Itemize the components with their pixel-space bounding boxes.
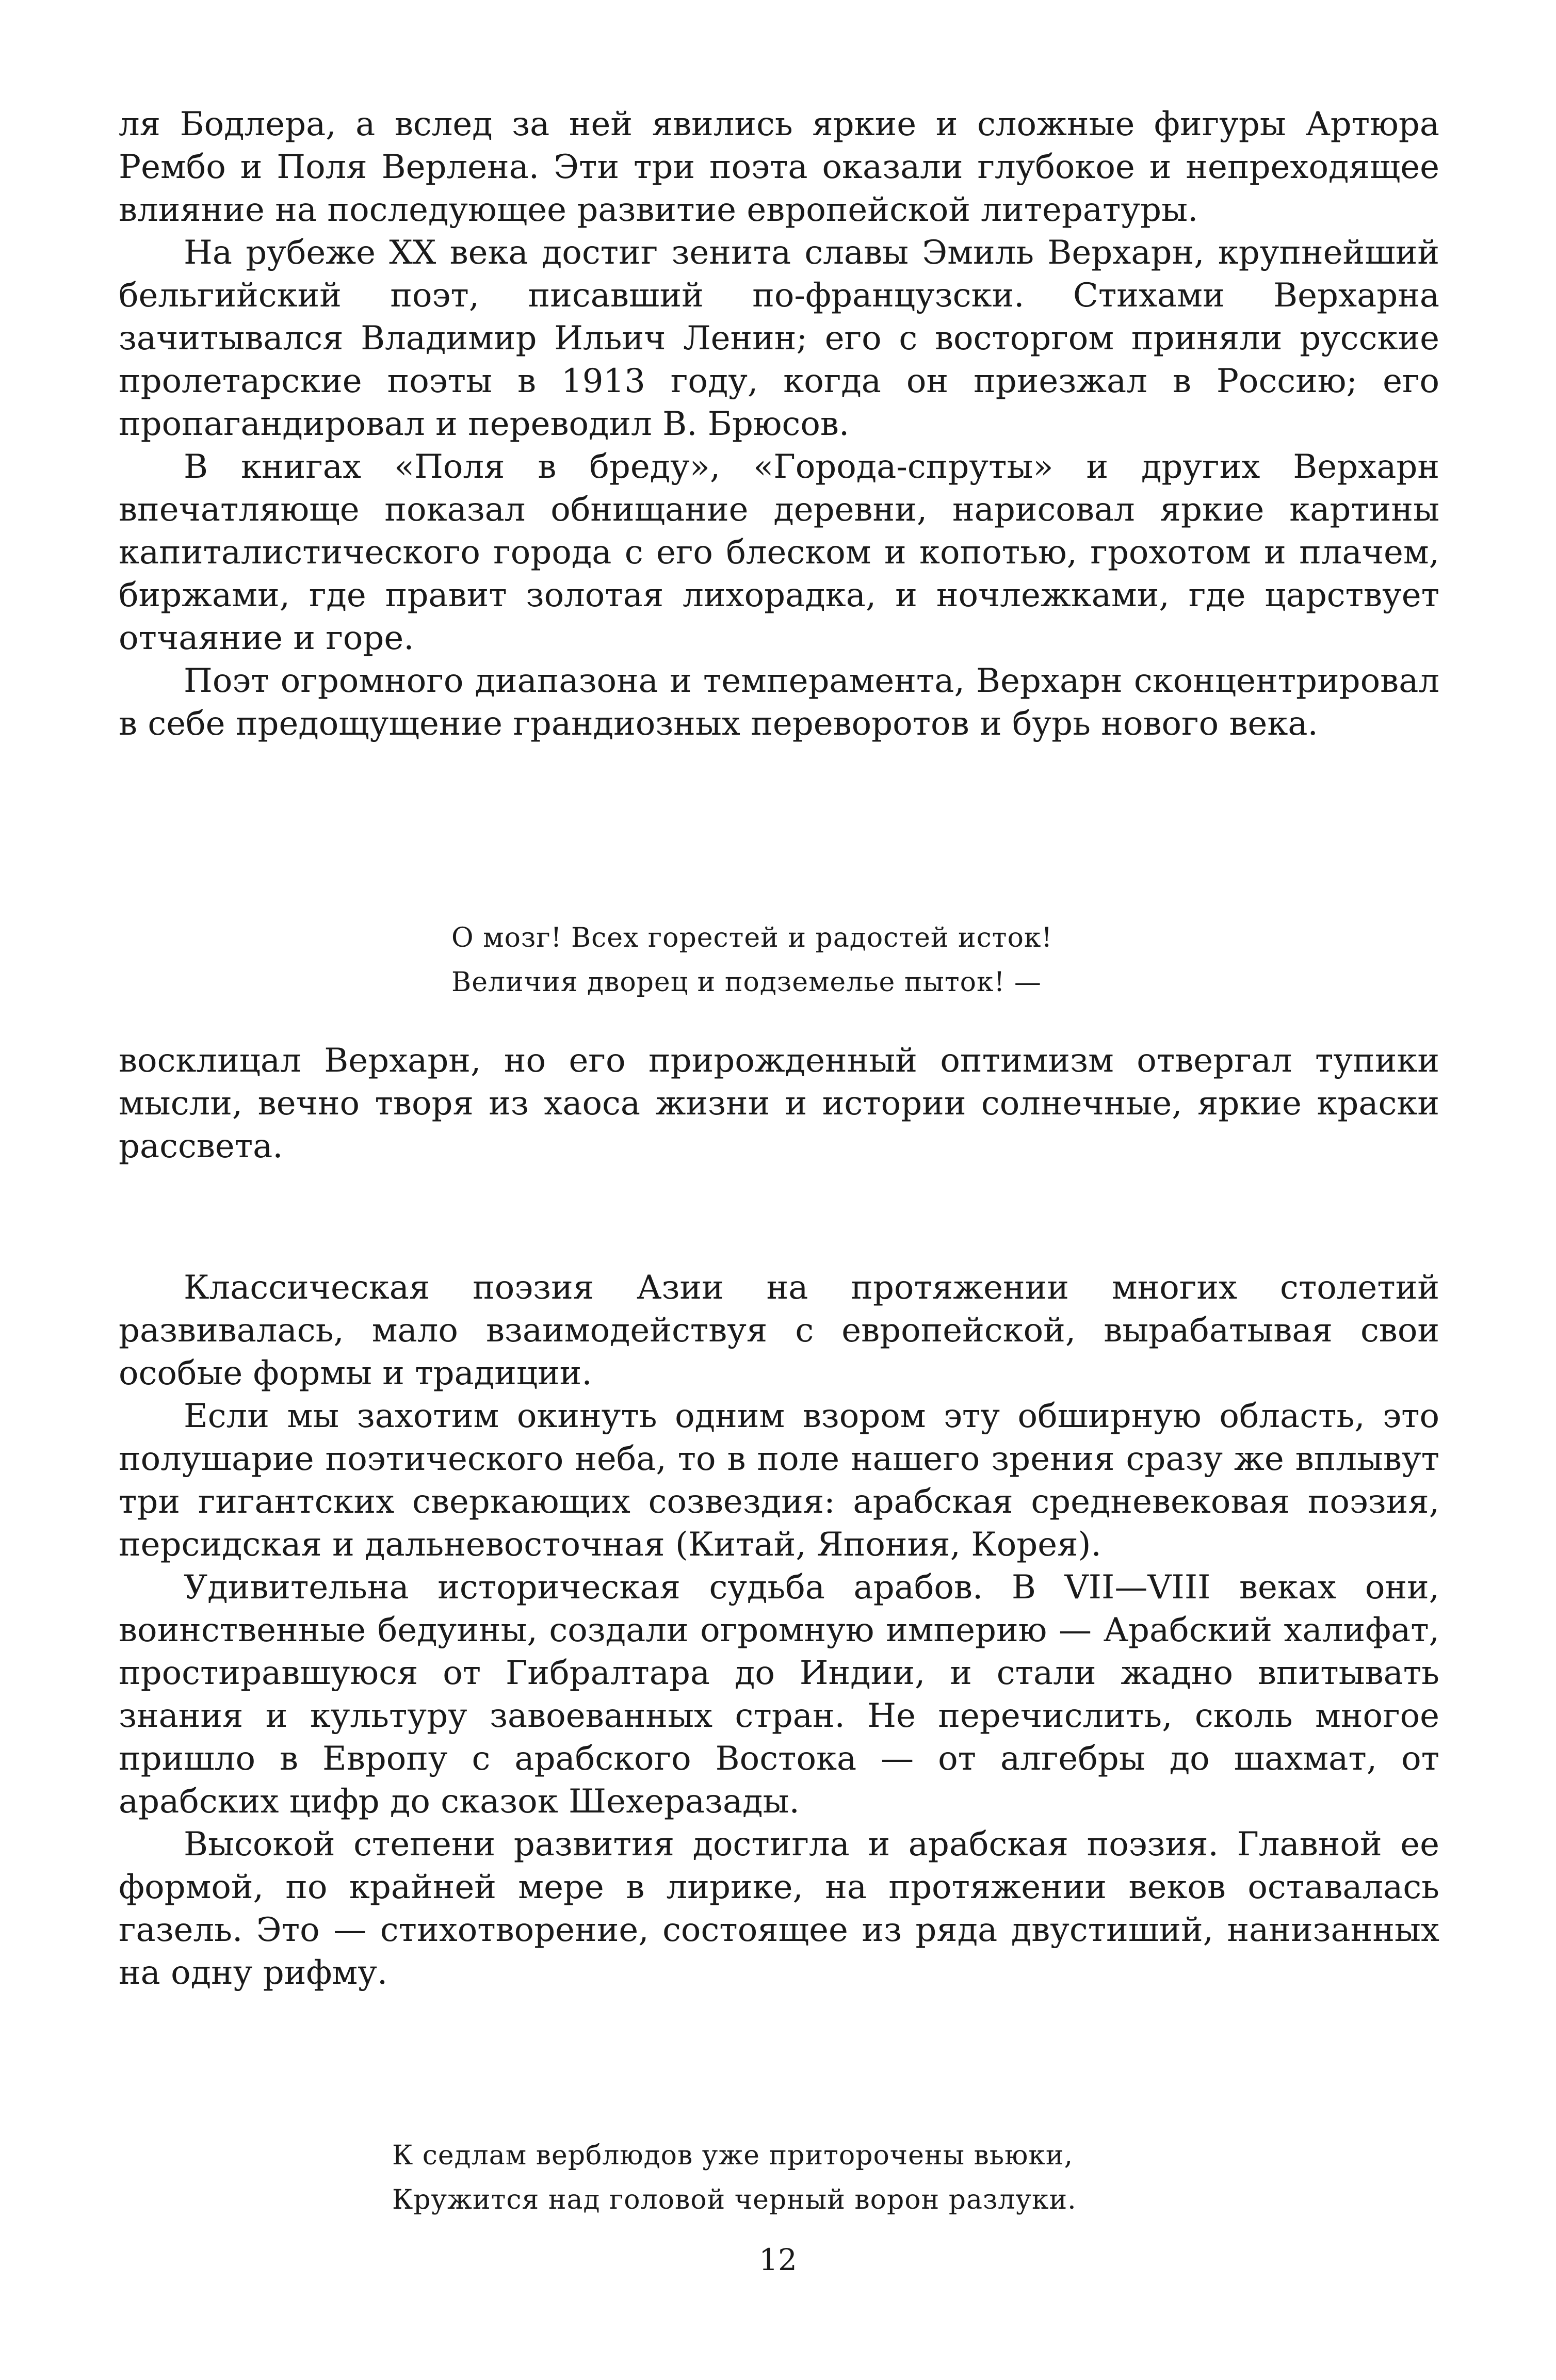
page-number: 12 [759, 2242, 797, 2277]
paragraph: Высокой степени развития достигла и арабская поэзия. Главной ее формой, по крайней мере в лирике, на протяжении веков оставалась газель. Это — стихотворение, состоящее из ряда двустиший, нанизанных на одну рифму. [119, 1825, 1439, 1992]
paragraph-continuation: восклицал Верхарн, но его прирожденный оптимизм отвергал тупики мысли, вечно творя из хаоса жизни и истории солнечные, яркие краски рассвета. [119, 1042, 1439, 1165]
paragraph: Удивительна историческая судьба арабов. В VII—VIII веках они, воинственные бедуины, создали огромную империю — Арабский халифат, простиравшуюся от Гибралтара до Индии, и стали жадно впитывать знания и культуру завоеванных стран. Не перечислить, сколь многое пришло в Европу с арабского Востока — от алгебры до шахмат, от арабских цифр до сказок Шехеразады. [119, 1568, 1439, 1821]
verse-quote-2 [392, 2133, 1077, 2222]
text-section-3 [119, 1267, 1439, 1995]
verse-quote-1 [451, 916, 1052, 1005]
verse-line: О мозг! Всех горестей и радостей исток! [451, 922, 1053, 953]
verse-line: К седлам верблюдов уже приторочены вьюки, [392, 2140, 1074, 2171]
paragraph: В книгах «Поля в бреду», «Города-спруты» и других Верхарн впечатляюще показал обнищание деревни, нарисовал яркие картины капиталистического города с его блеском и копотью, грохотом и плачем, биржами, где правит золотая лихорадка, и ночлежками, где царствует отчаяние и горе. [119, 448, 1439, 657]
paragraph: ля Бодлера, а вслед за ней явились яркие и сложные фигуры Артюра Рембо и Поля Верлена. Эти три поэта оказали глубокое и непреходящее влияние на последующее развитие европейской литературы. [119, 105, 1439, 229]
verse-line: Величия дворец и подземелье пыток! — [451, 967, 1042, 998]
text-section-1 [119, 103, 1439, 746]
paragraph: Поэт огромного диапазона и темперамента, Верхарн сконцентрировал в себе предощущение грандиозных переворотов и бурь нового века. [119, 662, 1439, 743]
paragraph: Классическая поэзия Азии на протяжении многих столетий развивалась, мало взаимодействуя с европейской, вырабатывая свои особые формы и традиции. [119, 1269, 1439, 1393]
verse-line: Кружится над головой черный ворон разлуки. [392, 2184, 1077, 2215]
text-section-2 [119, 1040, 1439, 1168]
paragraph: Если мы захотим окинуть одним взором эту обширную область, это полушарие поэтического неба, то в поле нашего зрения сразу же вплывут три гигантских сверкающих созвездия: арабская средневековая поэзия, персидская и дальневосточная (Китай, Япония, Корея). [119, 1397, 1439, 1564]
paragraph: На рубеже XX века достиг зенита славы Эмиль Верхарн, крупнейший бельгийский поэт, писавший по-французски. Стихами Верхарна зачитывался Владимир Ильич Ленин; его с восторгом приняли русские пролетарские поэты в 1913 году, когда он приезжал в Россию; его пропагандировал и переводил В. Брюсов. [119, 234, 1439, 443]
